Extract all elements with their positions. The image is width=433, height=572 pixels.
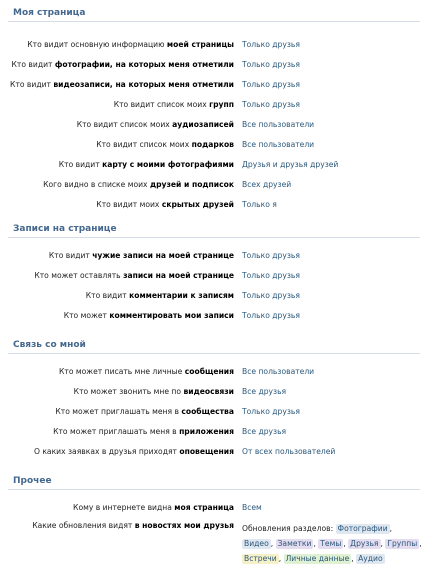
setting-label-text: Кто видит список моих <box>96 140 192 149</box>
setting-value-dropdown[interactable]: Только друзья <box>242 311 300 320</box>
setting-row <box>8 403 420 423</box>
setting-label-bold: комментировать мои записи <box>109 311 234 320</box>
setting-label-bold: фотографии, на которых меня отметили <box>54 60 234 69</box>
setting-label <box>86 291 234 301</box>
setting-label-bold: скрытых друзей <box>161 200 234 209</box>
tag-notes[interactable]: Заметки <box>277 539 312 548</box>
setting-label-bold: в новостях мои друзья <box>134 521 234 530</box>
setting-label-text: Кто видит моих <box>96 200 162 209</box>
setting-row <box>8 363 420 383</box>
setting-label <box>114 100 234 110</box>
setting-label <box>74 387 234 397</box>
setting-label-bold: видеозаписи, на которых меня отметили <box>53 80 234 89</box>
setting-value-dropdown[interactable]: Всех друзей <box>242 180 292 189</box>
setting-label-text: Кто видит <box>10 80 54 89</box>
setting-label <box>64 311 234 321</box>
setting-label-bold: видеосвязи <box>183 387 234 396</box>
setting-label <box>34 447 234 457</box>
setting-label-text: Кто видит <box>85 291 130 300</box>
setting-label <box>55 407 234 417</box>
setting-value-dropdown[interactable]: Только я <box>242 200 277 209</box>
section-wall-posts <box>8 224 420 327</box>
setting-value-dropdown[interactable]: От всех пользователей <box>242 447 336 456</box>
setting-label-text: Кому в интернете видна <box>73 503 175 512</box>
news-sections-value: Обновления разделов: Фотографии , Видео , Заметки , Темы , Друзья , Группы , Встречи , Личные данные , Аудио <box>242 524 422 563</box>
setting-label-text: Кто может <box>63 311 110 320</box>
tag-topics[interactable]: Темы <box>320 539 342 548</box>
setting-label-text: Кто видит <box>11 60 55 69</box>
setting-label <box>27 40 234 50</box>
tag-groups[interactable]: Группы <box>387 539 418 548</box>
setting-row <box>8 267 420 287</box>
section-title: Прочее <box>8 476 420 490</box>
setting-row <box>8 307 420 327</box>
setting-label-bold: подарков <box>191 140 234 149</box>
setting-label-text: Кто может приглашать меня в <box>53 427 180 436</box>
setting-label-text: Кто видит список моих <box>76 120 173 129</box>
setting-value-dropdown[interactable]: Только друзья <box>242 100 300 109</box>
setting-label-text: Кто может приглашать меня в <box>55 407 182 416</box>
setting-value-dropdown[interactable]: Все друзья <box>242 427 287 436</box>
setting-row <box>8 176 420 196</box>
setting-label <box>49 251 234 261</box>
setting-row <box>8 96 420 116</box>
setting-label-bold: приложения <box>179 427 234 436</box>
setting-label-text: Кто может звонить мне по <box>73 387 184 396</box>
setting-value-dropdown[interactable]: Только друзья <box>242 407 300 416</box>
setting-label <box>73 503 234 513</box>
setting-label-text: Кто видит <box>58 160 103 169</box>
setting-row <box>8 136 420 156</box>
setting-label <box>96 200 234 210</box>
setting-row-news-updates <box>8 519 420 565</box>
setting-value-dropdown[interactable]: Все пользователи <box>242 367 315 376</box>
setting-row <box>8 156 420 176</box>
setting-label-bold: оповещения <box>179 447 234 456</box>
setting-value-dropdown[interactable]: Только друзья <box>242 291 300 300</box>
section-title: Моя страница <box>8 8 420 22</box>
tag-video[interactable]: Видео <box>244 539 269 548</box>
section-my-page <box>8 8 420 216</box>
setting-row <box>8 287 420 307</box>
tag-friends[interactable]: Друзья <box>350 539 379 548</box>
setting-label-text: Кто может оставлять <box>34 271 124 280</box>
setting-value-dropdown[interactable]: Все друзья <box>242 387 287 396</box>
setting-value-dropdown[interactable]: Только друзья <box>242 60 300 69</box>
setting-row <box>8 443 420 463</box>
setting-label <box>32 521 234 531</box>
setting-label <box>53 427 234 437</box>
setting-label-text: Кого видно в списке моих <box>43 180 150 189</box>
setting-value-dropdown[interactable]: Друзья и друзья друзей <box>242 160 339 169</box>
setting-label-bold: записи на моей странице <box>123 271 234 280</box>
setting-row <box>8 247 420 267</box>
setting-value-dropdown[interactable]: Все пользователи <box>242 140 315 149</box>
setting-value-dropdown[interactable]: Все пользователи <box>242 120 315 129</box>
setting-row <box>8 76 420 96</box>
setting-row <box>8 499 420 519</box>
setting-value-dropdown[interactable]: Только друзья <box>242 40 300 49</box>
setting-row <box>8 423 420 443</box>
section-title: Связь со мной <box>8 340 420 354</box>
section-contact <box>8 340 420 463</box>
setting-label-bold: сообщения <box>184 367 234 376</box>
setting-label-bold: чужие записи на моей странице <box>92 251 234 260</box>
setting-row <box>8 56 420 76</box>
setting-value-dropdown[interactable]: Только друзья <box>242 80 300 89</box>
tag-personal-data[interactable]: Личные данные <box>285 554 350 563</box>
setting-value-dropdown[interactable]: Всем <box>242 503 262 512</box>
news-sections-prefix: Обновления разделов: <box>242 524 334 533</box>
setting-row <box>8 116 420 136</box>
tag-audio[interactable]: Аудио <box>358 554 383 563</box>
setting-row <box>8 383 420 403</box>
setting-label <box>34 271 234 281</box>
setting-label-bold: друзей и подписок <box>149 180 234 189</box>
setting-label-bold: моей страницы <box>166 40 234 49</box>
tag-events[interactable]: Встречи <box>244 554 277 563</box>
section-other <box>8 476 420 565</box>
setting-row <box>8 196 420 216</box>
setting-label-bold: карту с моими фотографиями <box>102 160 234 169</box>
setting-label <box>77 120 234 130</box>
setting-label-text: Кто видит основную информацию <box>27 40 167 49</box>
setting-label <box>12 60 234 70</box>
setting-label <box>10 80 234 90</box>
section-title: Записи на странице <box>8 224 420 238</box>
setting-label <box>43 180 234 190</box>
setting-label-bold: сообщества <box>181 407 234 416</box>
setting-row <box>8 36 420 56</box>
setting-value-dropdown[interactable]: Только друзья <box>242 271 300 280</box>
setting-label-text: Кто может писать мне личные <box>59 367 185 376</box>
setting-value-dropdown[interactable]: Только друзья <box>242 251 300 260</box>
setting-label <box>59 160 234 170</box>
setting-label-text: Кто видит список моих <box>113 100 210 109</box>
setting-label-bold: моя страница <box>174 503 234 512</box>
setting-label-bold: аудиозаписей <box>172 120 234 129</box>
setting-label-text: Какие обновления видят <box>32 521 135 530</box>
setting-label-bold: групп <box>209 100 234 109</box>
setting-label <box>96 140 234 150</box>
setting-label-text: Кто видит <box>48 251 93 260</box>
tag-photos[interactable]: Фотографии <box>337 524 388 533</box>
setting-label-bold: комментарии к записям <box>129 291 234 300</box>
setting-label <box>59 367 234 377</box>
setting-label-text: О каких заявках в друзья приходят <box>33 447 180 456</box>
